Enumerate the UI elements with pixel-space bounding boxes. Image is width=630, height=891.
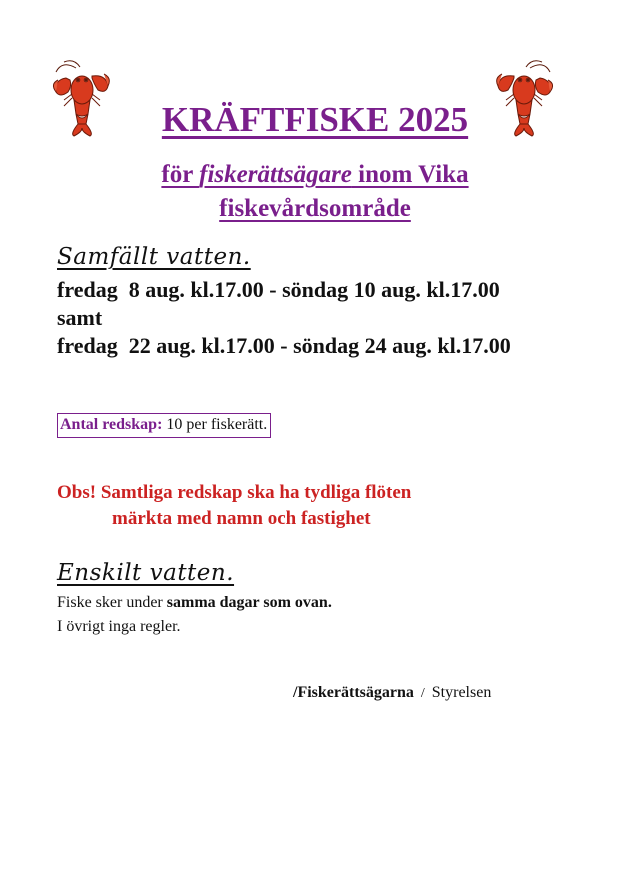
notice-line-2: märkta med namn och fastighet xyxy=(112,508,371,529)
subtitle xyxy=(0,158,630,226)
enskilt-line-1-prefix: Fiske sker under xyxy=(57,594,167,611)
enskilt-line-1-bold: samma dagar som ovan. xyxy=(166,594,332,611)
signature xyxy=(293,683,491,704)
notice-line-1: Obs! Samtliga redskap ska ha tydliga flöten xyxy=(57,482,412,503)
gear-label: Antal redskap: xyxy=(60,416,163,433)
period-2: fredag 22 aug. kl.17.00 - söndag 24 aug. kl.17.00 xyxy=(57,333,511,358)
signature-org: Fiskerättsägarna xyxy=(297,684,414,701)
page-title xyxy=(0,100,630,140)
enskilt-line-2: I övrigt inga regler. xyxy=(57,618,181,635)
subtitle-line-2 xyxy=(0,192,630,226)
enskilt-line-1 xyxy=(57,591,332,615)
signature-board: Styrelsen xyxy=(431,684,492,701)
subtitle-prefix: för xyxy=(161,161,200,188)
enskilt-heading: Enskilt vatten. xyxy=(57,560,235,586)
signature-separator: / xyxy=(413,686,432,701)
subtitle-line-2-text: fiskevårdsområde xyxy=(219,195,411,222)
gear-value: 10 per fiskerätt. xyxy=(162,416,268,433)
subtitle-italic: fiskerättsägare xyxy=(199,161,352,188)
notice xyxy=(57,480,411,532)
enskilt-text xyxy=(57,591,332,639)
period-1: fredag 8 aug. kl.17.00 - söndag 10 aug. kl.17.00 xyxy=(57,277,500,302)
period-joiner: samt xyxy=(57,305,103,330)
subtitle-suffix: inom Vika xyxy=(351,161,469,188)
subtitle-line-1 xyxy=(0,158,630,192)
samfallt-heading: Samfällt vatten. xyxy=(57,244,251,270)
gear-box xyxy=(57,413,271,438)
title-text: KRÄFTFISKE 2025 xyxy=(161,100,469,139)
signature-slash: / xyxy=(293,684,298,701)
fishing-dates xyxy=(57,276,511,360)
